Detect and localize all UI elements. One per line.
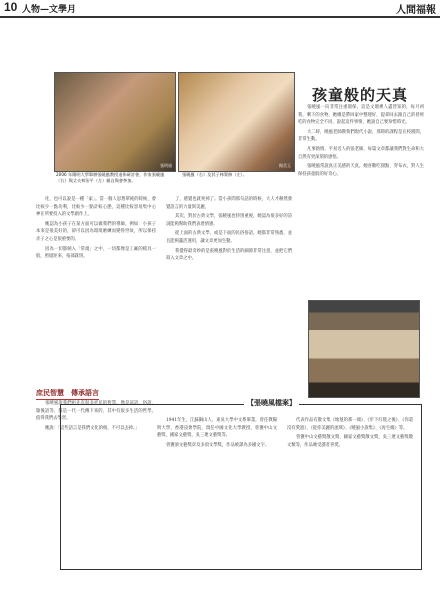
section-subhead: 庶民智慧 傳承語言 (36, 388, 99, 400)
paragraph: 曾獲頒文藝獎章及多項文學獎，作品被譯為多國文字。 (166, 442, 270, 448)
paragraph: 了，感覺也就死掉了。當小孩問那句話的時候，大人才赫然發覺語言的力量與美麗。 (166, 197, 292, 210)
article-column-2 (166, 196, 292, 392)
paragraph: 張曉風一向非常注重環保，這是文壇裡人盡皆知的，每月初我，剩下的食物，她總是帶回家中整理好，提拿回去跟自己的曾經吃的食物完全不同，說起這件事情，她說自己要珍惜時光。 (298, 105, 424, 126)
profile-column-a (157, 417, 277, 563)
paragraph: 我覺得最奇妙的是張曉風對於生活的細節非常注意，並把它們寫入文章之中。 (166, 248, 292, 262)
paragraph: 張曉風常說真正美感的天真，她喜歡吃甜點、穿布衣，對人生保持孩童般的好奇心。 (298, 164, 424, 177)
profile-column-b (287, 417, 413, 563)
photo-author-portrait (308, 300, 420, 398)
paragraph: 張曉風說我們祖先有很多庶民的智慧，像是諺語、俗語、歇後語等，都是一代一代傳下來的，其中有很多生活的哲學，值得我們去學習。 (36, 401, 156, 422)
section-title: 人物—文學月 (22, 5, 77, 15)
paragraph: 因為一切都納入「常規」之中，一切都像是工廠的模具一般，照規矩來，按部就班。 (36, 246, 156, 260)
page-header (0, 0, 440, 18)
page-number: 10 (4, 0, 18, 14)
photo-couple (54, 72, 176, 172)
paragraph: 1941年生，江蘇銅山人，東吳大學中文系畢業，曾任教陽明大學、香港浸會學院，現任中國文化大學教授，曾獲中山文藝獎、國家文藝獎、吳三連文藝獎等。 (157, 418, 277, 439)
photo-credit-right: 楊美玉 (279, 163, 291, 168)
top-spacer (64, 24, 296, 64)
photo-mother-son (178, 72, 295, 172)
article-right-column (298, 104, 424, 180)
paragraph: 大二時，曉風老師教我們現代小說，那時的課程是在校園間，非常生動。 (298, 129, 424, 143)
paragraph: 代表作品有散文集《地毯的那一端》、《步下紅毯之後》、《你還沒有愛過》、《從你美麗的流域》、《曉風小說集》、《再生緣》等。 (287, 418, 413, 431)
photo-caption-right: 張曉風（右）及其子林質修（左）。 (182, 172, 247, 177)
paragraph: 化，也可以說是一種「家」。當一個人思想單純的時候，會比較少一點功利，比較少一點計較心態，這種比較容易集中心神在所要投入的文學創作上。 (36, 197, 156, 218)
article-column-1 (36, 196, 156, 386)
paragraph: 她認為小孩子在某方面可以做我們的導師，例如：小孩子本來是很美好的，卻可以因為環境磨練而變得世故，所以保持赤子之心是很重要的。 (36, 221, 156, 242)
paragraph: 從上面的古典文學，或是下面的民俗俗語，她都非常熟悉，並且能夠靈活運用，讓文章更加生動。 (166, 231, 292, 244)
masthead: 人間福報 (396, 5, 436, 16)
profile-box (60, 404, 422, 570)
paragraph: 她說：「這些語言是我們文化的根，不可以丟掉。」 (45, 425, 140, 431)
profile-box-title: 【張曉風檔案】 (244, 398, 299, 408)
paragraph: 凡事熱情，平易近人的張老師，每篇文章都讓我們對生命和大自然有更深刻的感悟。 (298, 146, 424, 160)
paragraph: 曾獲中山文藝獎散文獎、國家文藝獎散文獎、吳三連文藝獎散文類等，作品廣受讀者喜愛。 (287, 435, 413, 448)
photo-credit-left: 張明頒 (160, 163, 172, 168)
article-title: 孩童般的天真 (312, 86, 409, 104)
paragraph: 其次，對於古典文學，張曉風也特別重視，她認為很多好的詩詞能夠幫助我們表達情感。 (166, 214, 292, 227)
photo-caption-left: 2006 年陽明大學舉辦張曉風教授退休研討會，作家張曉風（右）與丈夫林治平（左）親自與會參加。 (56, 172, 165, 183)
